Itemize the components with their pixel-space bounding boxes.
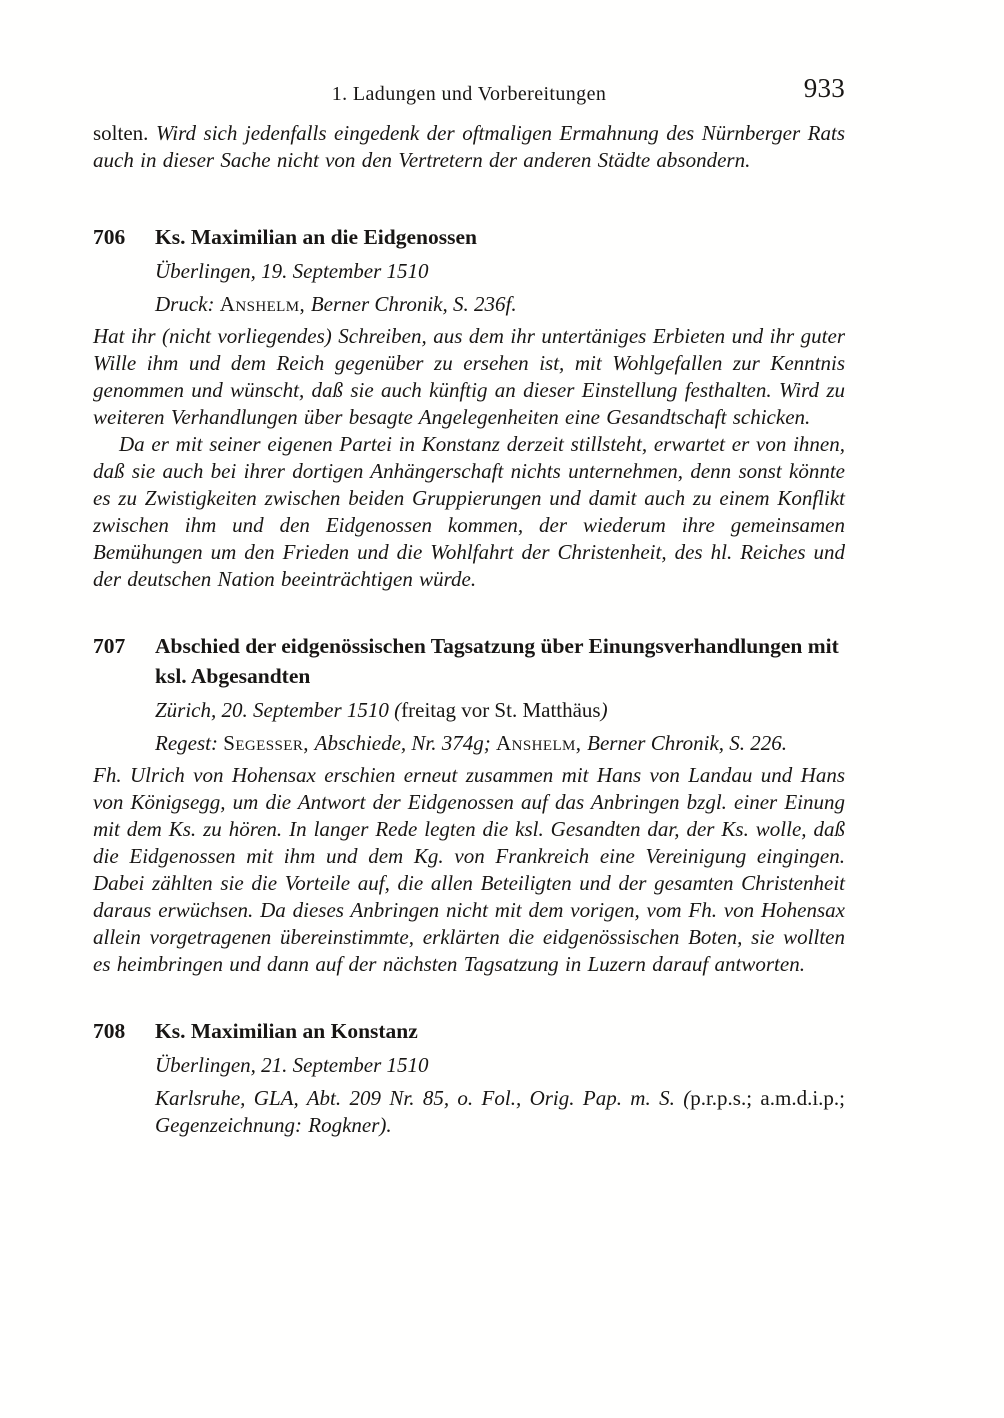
entry-706-source-author: Anshelm, — [219, 292, 311, 316]
entry-707-source-work-1: Abschiede, Nr. 374g; — [314, 731, 497, 755]
entry-707-source-work-2: Berner Chronik, S. 226. — [587, 731, 788, 755]
entry-707-source-author-2: Anshelm, — [496, 731, 588, 755]
entry-707-source-label: Regest: — [155, 731, 224, 755]
entry-708-archive-citation — [155, 1085, 845, 1139]
entry-706-regest-paragraph-1: Hat ihr (nicht vorliegendes) Schreiben, aus dem ihr untertäniges Erbieten und ihr guter Wille ihm und dem Reich gegenüber zu ersehen ist, mit Wohlgefallen zur Kenntnis genommen und wünscht, daß sie auch künftig an dieser Einstellung festhalten. Wird zu weiteren Verhandlungen über besagte Angelegenheiten eine Gesandtschaft schicken. — [93, 324, 845, 429]
entry-706-source-work: Berner Chronik, S. 236f. — [310, 292, 517, 316]
page-number: 933 — [803, 73, 845, 103]
intro-paragraph — [93, 120, 845, 174]
entry-707-regest-paragraph: Fh. Ulrich von Hohensax erschien erneut zusammen mit Hans von Landau und Hans von Königsegg, um die Antwort der Eidgenossen auf das Anbringen bzgl. einer Einung mit dem Ks. zu hören. In langer Rede legten die ksl. Gesandten dar, der Ks. wolle, daß die Eidgenossen mit ihm und dem Kg. von Frankreich eine Vereinigung eingingen. Dabei zählten sie die Vorteile auf, die allen Beteiligten und der gesamten Christenheit daraus erwüchsen. Da dieses Anbringen nicht mit dem vorigen, vom Fh. von Hohensax allein vorgetragenen übereinstimmte, erklärten die eidgenössischen Boten, sie wollten es heimbringen und dann auf der nächsten Tagsatzung in Luzern darauf antworten. — [93, 763, 845, 976]
entry-707-date-close-paren: ) — [600, 698, 608, 722]
entry-707-heading — [93, 631, 845, 691]
entry-707-source-citation — [155, 730, 845, 757]
entry-706-dateline: Überlingen, 19. September 1510 — [155, 259, 429, 283]
entry-706 — [93, 222, 845, 593]
running-head — [93, 73, 845, 106]
entry-706-number: 706 — [93, 225, 126, 249]
entry-706-title: Ks. Maximilian an die Eidgenossen — [155, 225, 477, 249]
entry-707-dateline — [155, 697, 845, 724]
entry-708-archive-reference: Karlsruhe, GLA, Abt. 209 Nr. 85, o. Fol., Orig. Pap. m. S. ( — [155, 1086, 691, 1110]
entry-708-archive-countersign: Gegenzeichnung: Rogkner). — [155, 1113, 392, 1137]
entry-708-title: Ks. Maximilian an Konstanz — [155, 1019, 418, 1043]
entry-706-regest-paragraph-2: Da er mit seiner eigenen Partei in Konstanz derzeit stillsteht, erwartet er von ihnen, daß sie auch bei ihrer dortigen Anhängerschaft nichts unternehmen, denn sonst könnte es zu Zwistigkeiten zwischen beiden Gruppierungen und damit auch zu einem Konflikt zwischen ihm und den Eidgenossen kommen, der wiederum ihre gemeinsamen Bemühungen um den Frieden und die Wohlfahrt der Christenheit, des hl. Reiches und der deutschen Nation beeinträchtigen würde. — [93, 432, 845, 591]
entry-707-source-author-1: Segesser, — [223, 731, 315, 755]
entry-706-heading — [93, 222, 845, 252]
entry-707-title: Abschied der eidgenössischen Tagsatzung über Einungsverhandlungen mit ksl. Abgesandten — [155, 634, 839, 688]
entry-707 — [93, 631, 845, 978]
intro-regest-text: Wird sich jedenfalls eingedenk der oftmaligen Ermahnung des Nürnberger Rats auch in dieser Sache nicht von den Vertretern der anderen Städte absondern. — [93, 121, 845, 172]
entry-706-source-citation — [155, 291, 845, 318]
entry-708-archive-abbreviations: p.r.p.s.; a.m.d.i.p.; — [690, 1086, 845, 1110]
entry-707-number: 707 — [93, 634, 126, 658]
entry-708-dateline: Überlingen, 21. September 1510 — [155, 1053, 429, 1077]
entry-708-heading — [93, 1016, 845, 1046]
entry-706-source-label: Druck: — [155, 292, 220, 316]
intro-lead-word: solten. — [93, 121, 156, 145]
entry-707-date-place: Zürich, 20. September 1510 ( — [155, 698, 402, 722]
entry-708-number: 708 — [93, 1019, 126, 1043]
chapter-heading: 1. Ladungen und Vorbereitungen — [331, 83, 607, 105]
entry-707-date-feast: freitag vor St. Matthäus — [401, 698, 601, 722]
entry-708 — [93, 1016, 845, 1139]
